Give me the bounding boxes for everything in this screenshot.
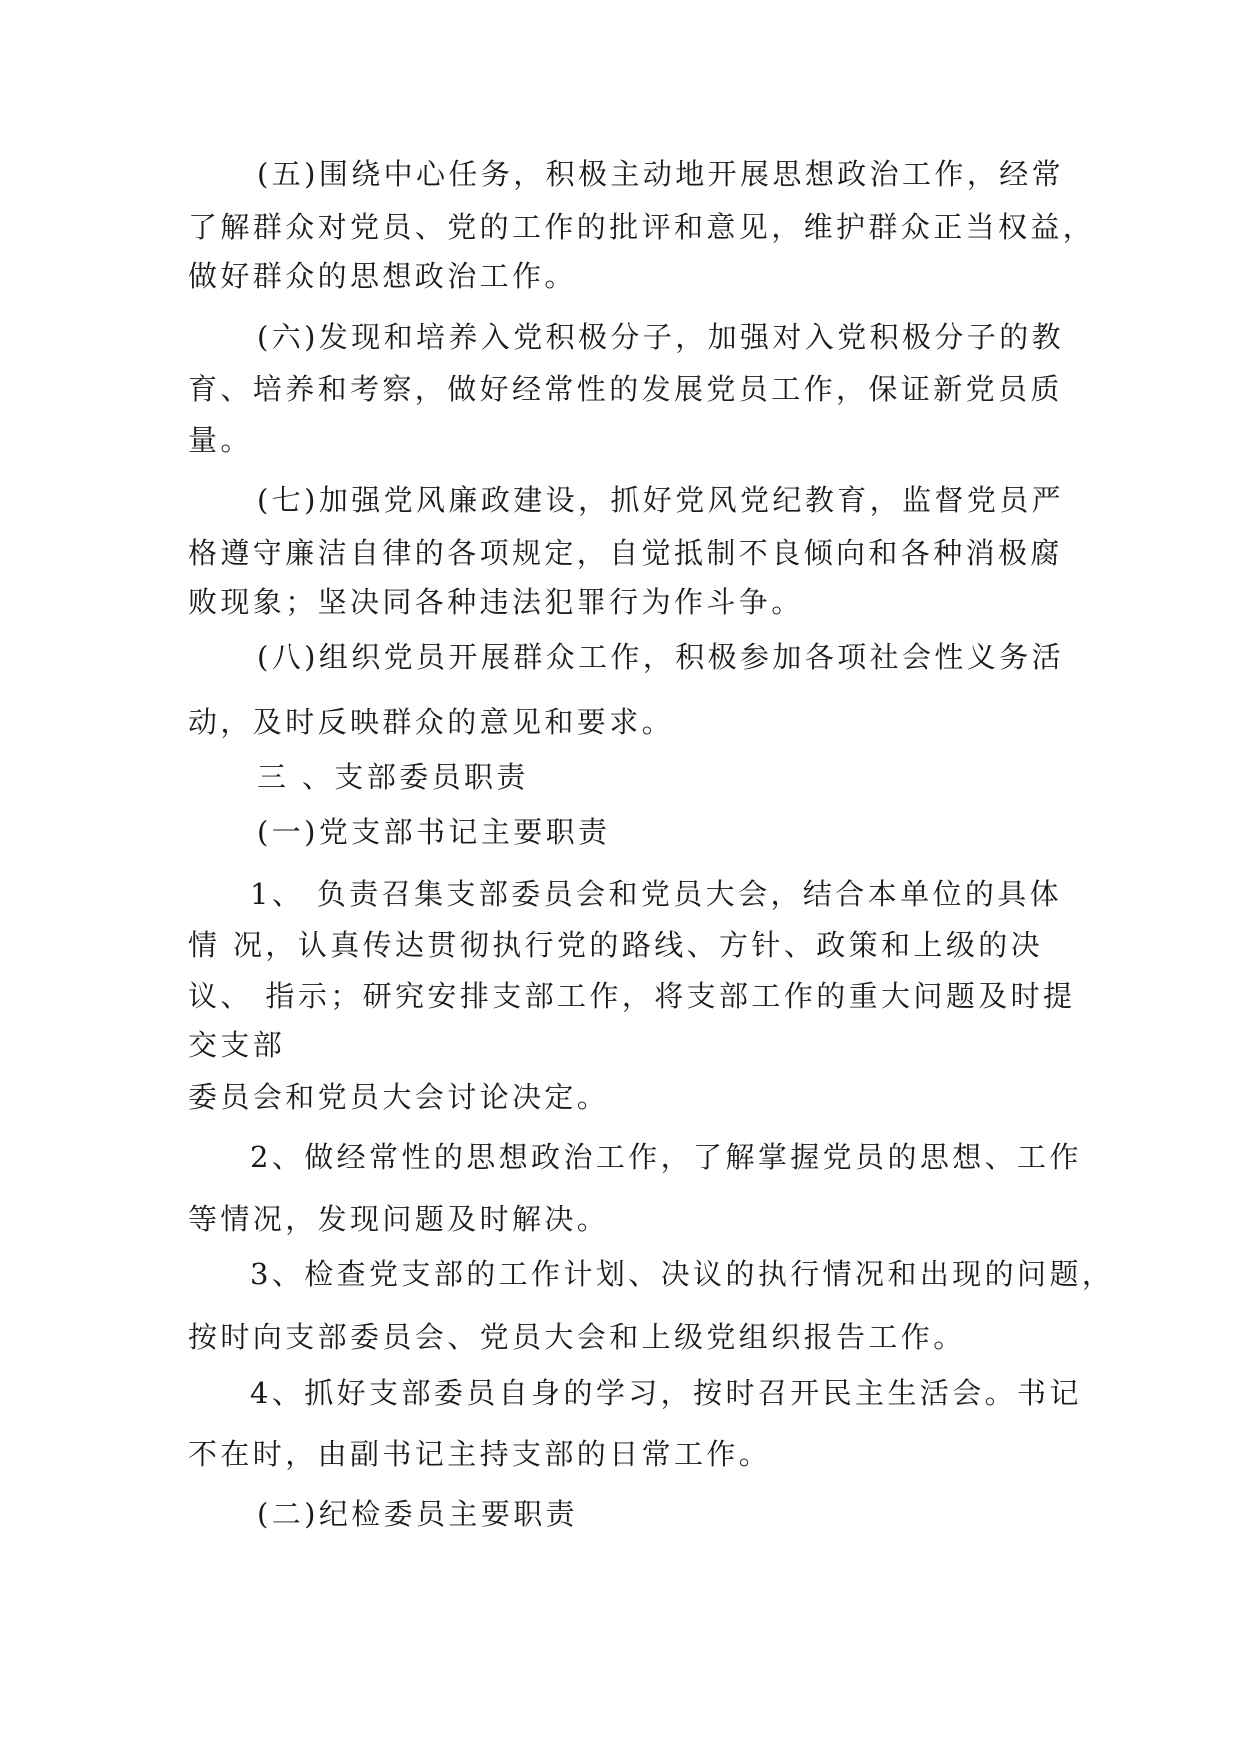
text-line: 按时向支部委员会、党员大会和上级党组织报告工作。 [188, 1320, 966, 1354]
text-line: 4、抓好支部委员自身的学习，按时召开民主生活会。书记 [250, 1376, 1082, 1410]
text-line: 动，及时反映群众的意见和要求。 [188, 705, 675, 739]
text-line: (八)组织党员开展群众工作，积极参加各项社会性义务活 [257, 640, 1065, 674]
text-line: 3、检查党支部的工作计划、决议的执行情况和出现的问题， [250, 1257, 1115, 1291]
text-line: 委员会和党员大会讨论决定。 [188, 1080, 610, 1114]
text-line: 情 况，认真传达贯彻执行党的路线、方针、政策和上级的决 [188, 928, 1044, 962]
text-line: 1、 负责召集支部委员会和党员大会，结合本单位的具体 [250, 877, 1063, 911]
text-line: (六)发现和培养入党积极分子，加强对入党积极分子的教 [257, 320, 1065, 354]
subsection-heading: (二)纪检委员主要职责 [257, 1497, 579, 1531]
subsection-heading: (一)党支部书记主要职责 [257, 815, 611, 849]
text-line: 做好群众的思想政治工作。 [188, 259, 577, 293]
text-line: 格遵守廉洁自律的各项规定，自觉抵制不良倾向和各种消极腐 [188, 536, 1063, 570]
section-heading: 三 、支部委员职责 [257, 760, 529, 794]
text-line: (五)围绕中心任务，积极主动地开展思想政治工作，经常 [257, 157, 1065, 191]
text-line: 不在时，由副书记主持支部的日常工作。 [188, 1437, 772, 1471]
text-line: 交支部 [188, 1028, 286, 1062]
text-line: (七)加强党风廉政建设，抓好党风党纪教育，监督党员严 [257, 483, 1065, 517]
text-line: 2、做经常性的思想政治工作，了解掌握党员的思想、工作 [250, 1140, 1082, 1174]
text-line: 育、培养和考察，做好经常性的发展党员工作，保证新党员质 [188, 372, 1063, 406]
text-line: 等情况，发现问题及时解决。 [188, 1202, 610, 1236]
text-line: 议、 指示；研究安排支部工作，将支部工作的重大问题及时提 [188, 979, 1076, 1013]
text-line: 了解群众对党员、党的工作的批评和意见，维护群众正当权益， [188, 210, 1096, 244]
text-line: 量。 [188, 423, 253, 457]
text-line: 败现象；坚决同各种违法犯罪行为作斗争。 [188, 585, 804, 619]
